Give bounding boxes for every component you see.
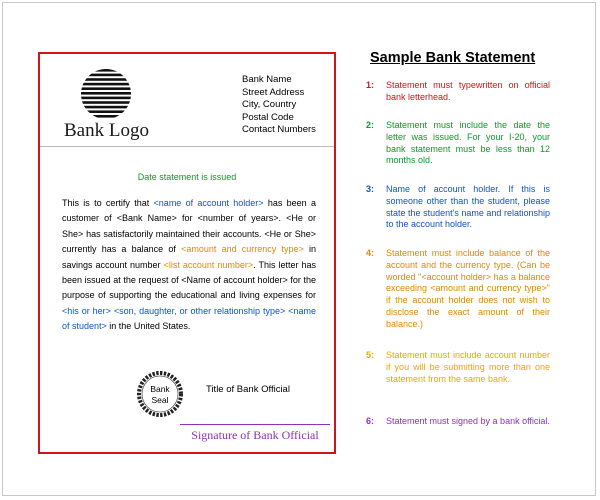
note-text: Statement must signed by a bank official. [386, 416, 550, 426]
statement-date: Date statement is issued [137, 172, 237, 182]
note-number: 2: [366, 120, 375, 130]
note-number: 6: [366, 416, 375, 426]
bank-address [242, 74, 316, 137]
note-2 [366, 120, 550, 167]
note-5 [366, 350, 550, 385]
seal-label [136, 384, 184, 406]
signature-label: Signature of Bank Official [191, 428, 319, 442]
letterhead-divider [40, 146, 334, 147]
account-number-placeholder: <list account number> [163, 259, 254, 270]
address-line-contact: Contact Numbers [242, 124, 316, 136]
note-number: 3: [366, 184, 375, 194]
bank-letter [38, 52, 336, 454]
seal-line-2: Seal [151, 395, 169, 405]
note-3 [366, 184, 550, 231]
address-line-postal: Postal Code [242, 111, 294, 123]
note-text: Statement must include the date the letter was issued. For your I-20, your bank statement must be less than 12 months old. [386, 120, 550, 166]
address-line-city: City, Country [242, 99, 297, 111]
bank-logo [64, 68, 164, 148]
note-number: 1: [366, 80, 375, 90]
note-1 [366, 80, 550, 104]
body-text-2: has been a customer of <Bank Name> for <number of years>. <He or She> has satisfactorily maintained their accounts. <He or She> currently has a balance of [62, 198, 316, 255]
note-text: Statement must include balance of the account and the currency type. (Can be worded "<account holder> has a balance exceeding <amount and currency type>" if the account holder does not wish to disclose the exact amount of their balance.) [386, 248, 550, 329]
note-4 [366, 248, 550, 331]
address-line-bank-name: Bank Name [242, 74, 292, 85]
body-text-3: in savings account number [62, 244, 316, 270]
address-line-street: Street Address [242, 86, 305, 98]
bank-seal [136, 370, 184, 418]
note-text: Statement must include account number if you will be submitting more than one statement from the same bank. [386, 350, 550, 384]
letter-body [62, 196, 316, 335]
account-holder-placeholder: <name of account holder> [153, 198, 264, 208]
official-title: Title of Bank Official [206, 384, 290, 395]
signature-line [180, 424, 330, 425]
note-number: 4: [366, 248, 375, 258]
note-text: Name of account holder. If this is someone other than the student, please state the student's name and relationship to the account holder. [386, 184, 550, 230]
body-text-1: This is to certify that [62, 198, 154, 208]
seal-line-1: Bank [150, 384, 170, 394]
note-number: 5: [366, 350, 375, 360]
logo-text: Bank Logo [64, 120, 149, 141]
amount-placeholder: <amount and currency type> [181, 244, 304, 255]
body-text-5: in the United States. [106, 321, 191, 332]
body-text-4: . This letter has been issued at the request of <Name of account holder> for the purpose of supporting the educational and living expenses for [62, 259, 316, 301]
relationship-placeholder: <his or her> <son, daughter, or other relationship type> <name of student> [62, 305, 316, 332]
sidebar-title: Sample Bank Statement [370, 50, 536, 66]
note-text: Statement must typewritten on official bank letterhead. [386, 80, 550, 102]
logo-stripes-icon [78, 68, 134, 120]
note-6 [366, 416, 550, 428]
